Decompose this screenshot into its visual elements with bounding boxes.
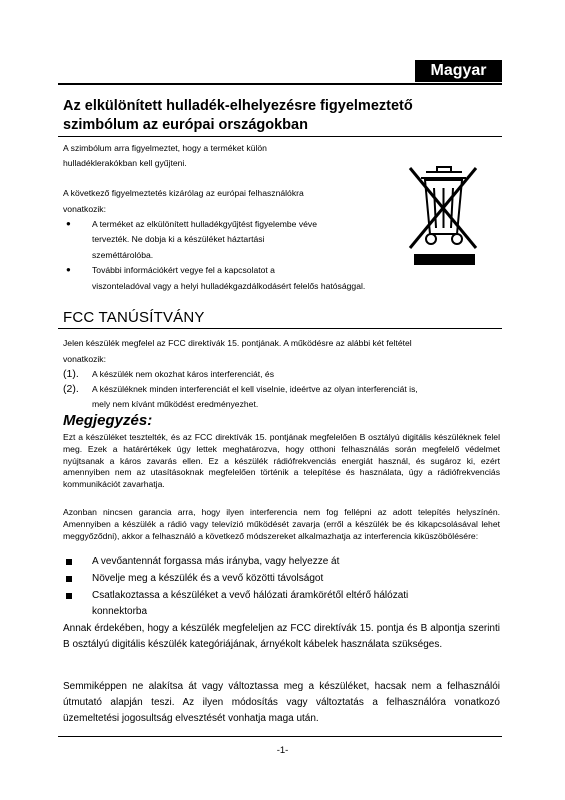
weee-intro-line2: hulladéklerakókban kell gyűjteni.: [63, 158, 187, 168]
weee-title-line1: Az elkülönített hulladék-elhelyezésre figyelmeztető: [63, 98, 413, 114]
fcc-cond2-line2: mely nem kívánt működést eredményezhet.: [92, 399, 259, 409]
language-badge: Magyar: [415, 60, 502, 82]
weee-applies-line1: A következő figyelmeztetés kizárólag az európai felhasználókra: [63, 188, 304, 198]
weee-intro-line1: A szimbólum arra figyelmeztet, hogy a terméket külön: [63, 143, 267, 153]
fcc-cond1-number: (1).: [63, 368, 79, 380]
note-paragraph-2: Azonban nincsen garancia arra, hogy ilyen interferencia nem fog fellépni az adott telepítés helyszínén. Amennyiben a készülék a rádió vagy televízió működését zavarja (erről a készülék be és kikapcsolásával lehet meggyőződni), akkor a felhasználó a következő módszereket alkalmazhatja az interferencia kiküszöbölésére:: [63, 507, 500, 541]
bullet-dot: ●: [66, 265, 71, 274]
weee-applies-line2: vonatkozik:: [63, 204, 106, 214]
bullet-dot: ●: [66, 219, 71, 228]
note-item-2: Növelje meg a készülék és a vevő közötti távolságot: [92, 573, 324, 584]
note-title: Megjegyzés:: [63, 412, 153, 429]
fcc-intro-line2: vonatkozik:: [63, 354, 106, 364]
note-item-3: Csatlakoztassa a készüléket a vevő hálózati áramkörétől eltérő hálózati: [92, 590, 409, 601]
weee-bar-marking: [414, 254, 475, 265]
weee-bullet2-line1: További információkért vegye fel a kapcsolatot a: [92, 265, 275, 275]
square-bullet: [66, 559, 72, 565]
note-paragraph-1: Ezt a készüléket tesztelték, és az FCC direktívák 15. pontjának megfelelően B osztályú digitális készüléknek felel meg. Ezek a határértékek úgy lettek meghatározva, hogy otthoni felhasználás során megfelelő védelmet nyújtsanak a káros zavarás ellen. Ez a készülék rádiófrekvenciás energiát használ, és sugároz ki, ezért amennyiben nem az utasításoknak megfelelően történik a telepítése és használata, úgy a rádiófrekvenciás kommunikációt zavarhatja.: [63, 432, 500, 490]
note-paragraph-4: Semmiképpen ne alakítsa át vagy változtassa meg a készüléket, hacsak nem a felhasználói útmutató alapján teszi. Az ilyen módosítás vagy változtatás a felhasználóra vonatkozó üzemeltetési jogosultság elvesztését vonhatja maga után.: [63, 681, 500, 724]
square-bullet: [66, 576, 72, 582]
weee-bullet1-line3: szeméttárolóba.: [92, 250, 154, 260]
weee-bullet1-line2: tervezték. Ne dobja ki a készüléket háztartási: [92, 234, 265, 244]
fcc-cond2-line1: A készüléknek minden interferenciát el kell viselnie, ideértve az olyan interferenciát is,: [92, 384, 418, 394]
weee-bullet1-line1: A terméket az elkülönített hulladékgyűjtést figyelembe véve: [92, 219, 317, 229]
square-bullet: [66, 593, 72, 599]
fcc-title: FCC TANÚSÍTVÁNY: [63, 309, 205, 326]
fcc-cond1-text: A készülék nem okozhat káros interferenciát, és: [92, 369, 274, 379]
weee-title-line2: szimbólum az európai országokban: [63, 117, 308, 133]
note-paragraph-3: Annak érdekében, hogy a készülék megfeleljen az FCC direktívák 15. pontja és B alpontja szerinti B osztályú digitális készülék kategóriájának, árnyékolt kábelek használata szükséges.: [63, 623, 500, 650]
fcc-intro-line1: Jelen készülék megfelel az FCC direktívák 15. pontjának. A működésre az alábbi két feltétel: [63, 338, 412, 348]
note-item-1: A vevőantennát forgassa más irányba, vagy helyezze át: [92, 556, 340, 567]
page-number: -1-: [276, 745, 289, 756]
crossed-out-wheelie-bin-icon: [406, 164, 480, 252]
footer-rule: [58, 736, 502, 737]
header-rule: [58, 83, 502, 85]
weee-title-rule: [58, 136, 502, 137]
weee-bullet2-line2: viszonteladóval vagy a helyi hulladékgazdálkodásért felelős hatósággal.: [92, 281, 366, 291]
note-item-3-continued: konnektorba: [92, 606, 148, 617]
fcc-title-rule: [58, 328, 502, 329]
fcc-cond2-number: (2).: [63, 383, 79, 395]
